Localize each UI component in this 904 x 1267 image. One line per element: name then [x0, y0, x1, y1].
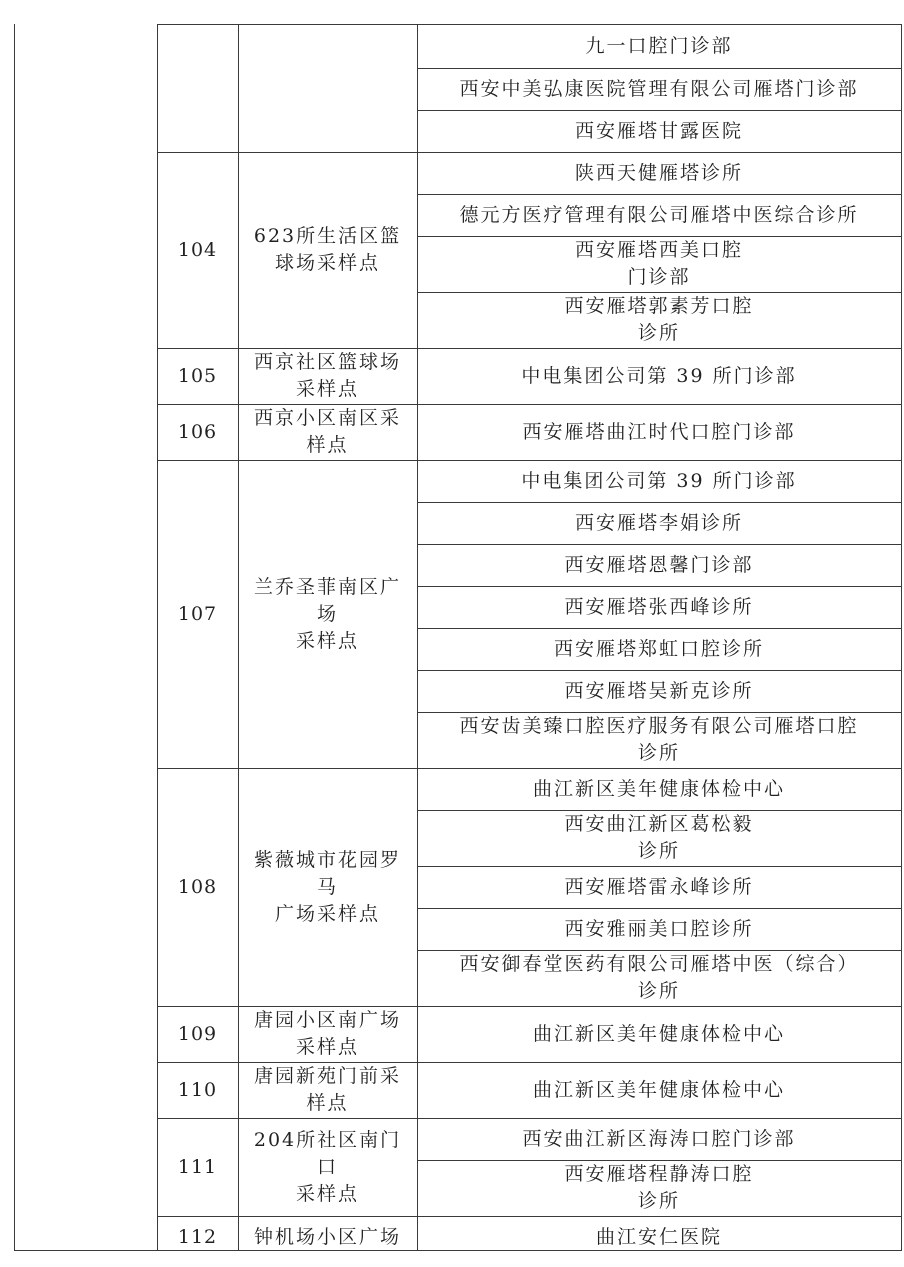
clinic-name: 西安雁塔甘露医院 — [574, 119, 743, 142]
clinic-name: 西安雁塔李娟诊所 — [574, 511, 743, 534]
row-number: 112 — [177, 1225, 218, 1248]
clinic-name: 西安雁塔程静涛口腔 诊所 — [564, 1163, 754, 1212]
sampling-site-name: 唐园小区南广场 采样点 — [253, 1009, 401, 1058]
sampling-site-name: 204所社区南门 口 采样点 — [253, 1128, 402, 1205]
row-number: 104 — [177, 238, 218, 261]
clinic-name: 西安雁塔张西峰诊所 — [564, 595, 754, 618]
clinic-name: 陕西天健雁塔诊所 — [574, 161, 743, 184]
sampling-site-name: 西京社区篮球场 采样点 — [253, 351, 401, 400]
clinic-name: 中电集团公司第 39 所门诊部 — [521, 364, 797, 387]
clinic-name: 曲江新区美年健康体检中心 — [532, 1078, 785, 1101]
sampling-site-name: 唐园新苑门前采 样点 — [253, 1065, 401, 1114]
row-number: 106 — [177, 420, 218, 443]
row-number: 107 — [177, 602, 218, 625]
clinic-name: 曲江安仁医院 — [595, 1225, 722, 1248]
sampling-site-name: 兰乔圣菲南区广 场 采样点 — [253, 575, 401, 652]
row-number: 110 — [177, 1078, 218, 1101]
clinic-name: 西安雁塔吴新克诊所 — [564, 679, 754, 702]
clinic-name: 西安齿美臻口腔医疗服务有限公司雁塔口腔 诊所 — [459, 715, 859, 764]
clinic-name: 曲江新区美年健康体检中心 — [532, 1022, 785, 1045]
clinic-name: 西安雁塔曲江时代口腔门诊部 — [522, 420, 796, 443]
row-number: 109 — [177, 1022, 218, 1045]
row-number — [157, 24, 238, 152]
row-number: 111 — [177, 1155, 218, 1178]
clinic-name: 西安雁塔雷永峰诊所 — [564, 875, 754, 898]
row-number: 105 — [177, 364, 218, 387]
clinic-name: 西安雁塔郭素芳口腔 诊所 — [564, 295, 754, 344]
clinic-name: 西安雁塔恩馨门诊部 — [564, 553, 754, 576]
column-border — [901, 24, 902, 1251]
clinic-name: 西安曲江新区葛松毅 诊所 — [564, 813, 754, 862]
column-border — [14, 24, 15, 1251]
clinic-name: 德元方医疗管理有限公司雁塔中医综合诊所 — [459, 203, 859, 226]
clinic-name: 西安曲江新区海涛口腔门诊部 — [522, 1127, 796, 1150]
sampling-site-name: 紫薇城市花园罗 马 广场采样点 — [253, 848, 401, 925]
clinic-name: 九一口腔门诊部 — [585, 34, 733, 57]
clinic-name: 曲江新区美年健康体检中心 — [532, 777, 785, 800]
clinic-name: 西安御春堂医药有限公司雁塔中医（综合） 诊所 — [459, 953, 859, 1002]
clinic-name: 西安雁塔郑虹口腔诊所 — [553, 637, 764, 660]
sampling-site-name: 623所生活区篮 球场采样点 — [253, 225, 402, 274]
clinic-name: 西安雁塔西美口腔 门诊部 — [574, 239, 743, 288]
sampling-site-name — [238, 24, 417, 152]
row-number: 108 — [177, 875, 218, 898]
clinic-name: 西安雅丽美口腔诊所 — [564, 917, 754, 940]
clinic-name: 西安中美弘康医院管理有限公司雁塔门诊部 — [459, 77, 859, 100]
sampling-site-name: 钟机场小区广场 — [253, 1225, 401, 1248]
sampling-site-name: 西京小区南区采 样点 — [253, 407, 401, 456]
clinic-name: 中电集团公司第 39 所门诊部 — [521, 469, 797, 492]
